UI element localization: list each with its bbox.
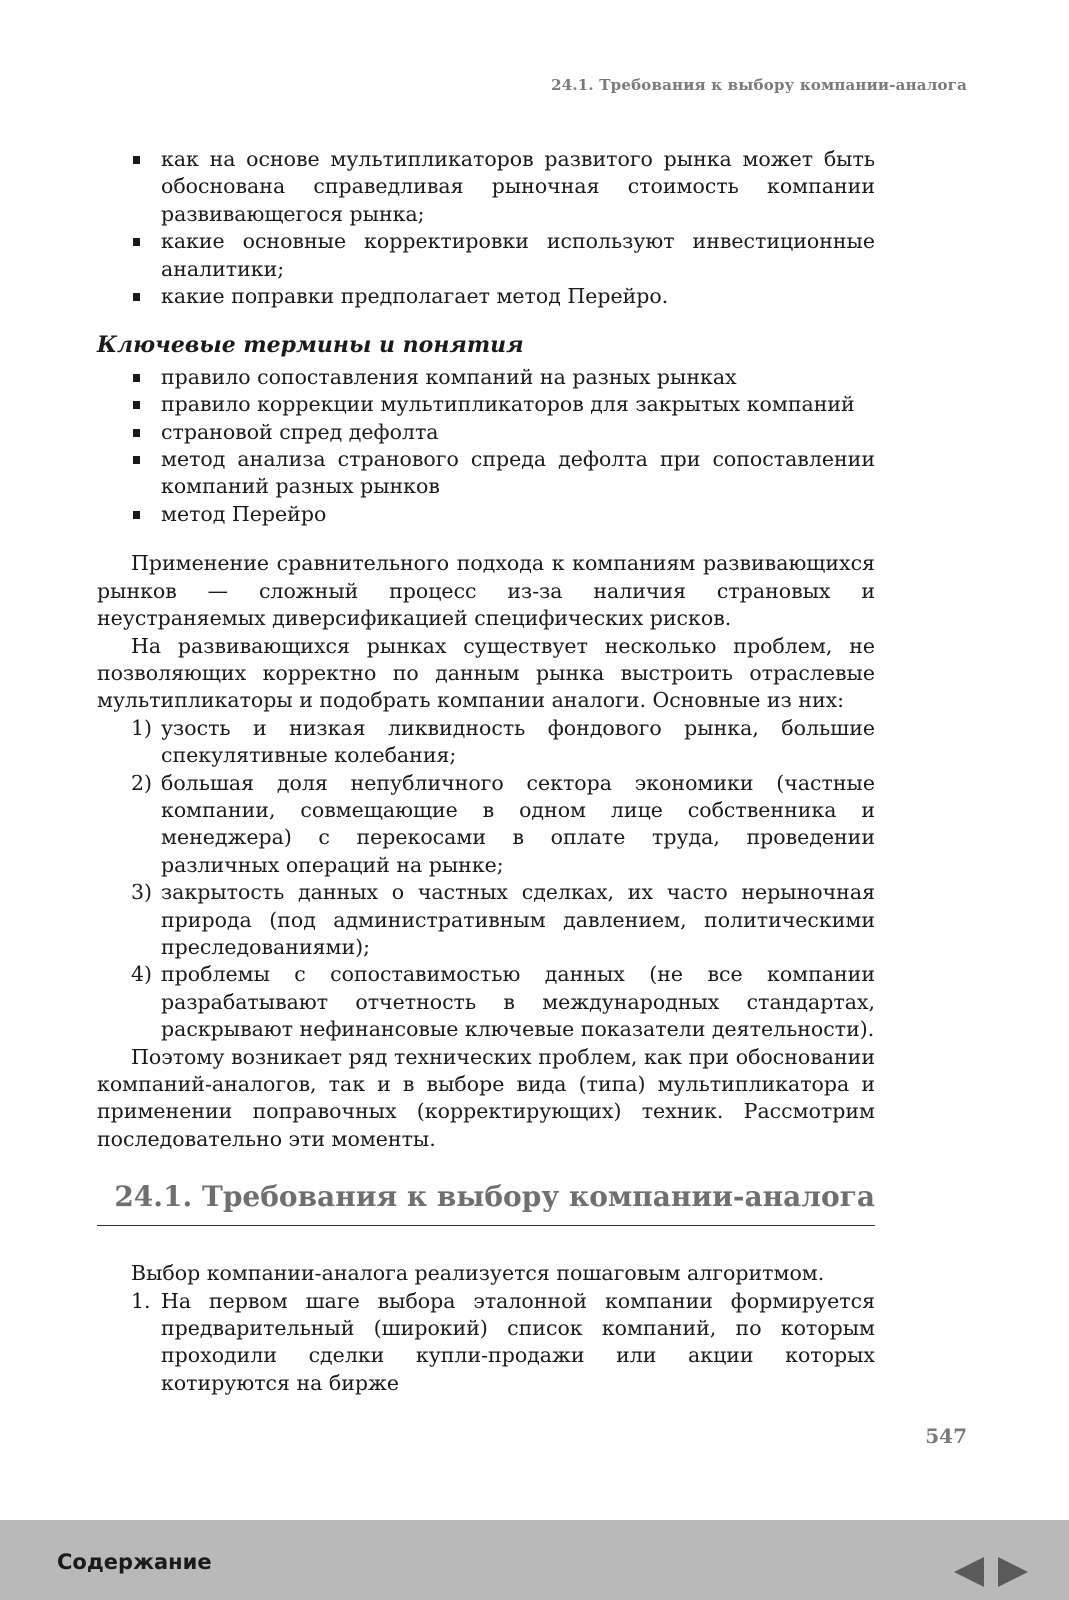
footer-nav-bar <box>0 1520 1069 1600</box>
steps-list <box>97 1288 875 1398</box>
list-item <box>97 715 875 770</box>
list-item: какие поправки предполагает метод Перейро. <box>97 283 875 310</box>
list-item: какие основные корректировки используют инвестиционные аналитики; <box>97 228 875 283</box>
page-number: 547 <box>925 1424 967 1448</box>
list-number: 3) <box>131 880 153 905</box>
contents-link[interactable]: Содержание <box>57 1550 212 1574</box>
triangle-right-icon <box>996 1556 1030 1588</box>
list-text: закрытость данных о частных сделках, их часто нерыночная природа (под административным давлением, политическими преследованиями); <box>161 880 875 959</box>
key-terms-heading: Ключевые термины и понятия <box>97 332 524 359</box>
next-page-button[interactable] <box>996 1556 1030 1588</box>
list-number: 1) <box>131 715 153 740</box>
list-item: как на основе мультипликаторов развитого рынка может быть обоснована справедливая рыночная стоимость компании развивающегося рынка; <box>97 146 875 228</box>
list-text: проблемы с сопоставимостью данных (не все компании разрабатывают отчетность в международных стандартах, раскрывают нефинансовые ключевые показатели деятельности). <box>161 962 875 1042</box>
list-item <box>97 879 875 961</box>
list-item: метод Перейро <box>97 501 875 528</box>
list-item: страновой спред дефолта <box>97 419 875 446</box>
running-header: 24.1. Требования к выбору компании-аналога <box>551 76 967 94</box>
body-paragraph: На развивающихся рынках существует несколько проблем, не позволяющих корректно по данным рынка выстроить отраслевые мультипликаторы и подобрать компании аналоги. Основные из них: <box>97 633 875 713</box>
list-item <box>97 1288 875 1398</box>
list-item: правило коррекции мультипликаторов для закрытых компаний <box>97 391 875 418</box>
list-item <box>97 961 875 1043</box>
page-content <box>97 146 875 1397</box>
body-paragraph: Поэтому возникает ряд технических проблем, как при обосновании компаний-аналогов, так и в выборе вида (типа) мультипликатора и применении поправочных (корректирующих) техник. Рассмотрим последовательно эти моменты. <box>97 1044 875 1151</box>
previous-page-button[interactable] <box>952 1556 986 1588</box>
triangle-left-icon <box>952 1556 986 1588</box>
list-number: 1. <box>131 1288 151 1313</box>
list-number: 2) <box>131 770 153 795</box>
intro-bullet-list <box>97 146 875 310</box>
body-paragraph: Выбор компании-аналога реализуется пошаговым алгоритмом. <box>131 1261 825 1286</box>
list-text: узость и низкая ликвидность фондового рынка, большие спекулятивные колебания; <box>161 715 875 768</box>
list-item: правило сопоставления компаний на разных рынках <box>97 364 875 391</box>
problems-list <box>97 715 875 1044</box>
body-paragraph: Применение сравнительного подхода к компаниям развивающихся рынков — сложный процесс из-за наличия страновых и неустраняемых диверсификацией специфических рисков. <box>97 551 875 631</box>
list-item <box>97 770 875 880</box>
key-terms-list <box>97 364 875 528</box>
list-text: большая доля непубличного сектора экономики (частные компании, совмещающие в одном лице собственника и менеджера) с перекосами в оплате труда, проведении различных операций на рынке; <box>161 770 875 877</box>
section-heading: 24.1. Требования к выбору компании-аналога <box>97 1177 875 1226</box>
list-text: На первом шаге выбора эталонной компании формируется предварительный (широкий) список компаний, по которым проходили сделки купли-продажи или акции которых котируются на бирже <box>161 1288 875 1395</box>
list-item: метод анализа странового спреда дефолта при сопоставлении компаний разных рынков <box>97 446 875 501</box>
list-number: 4) <box>131 962 153 987</box>
